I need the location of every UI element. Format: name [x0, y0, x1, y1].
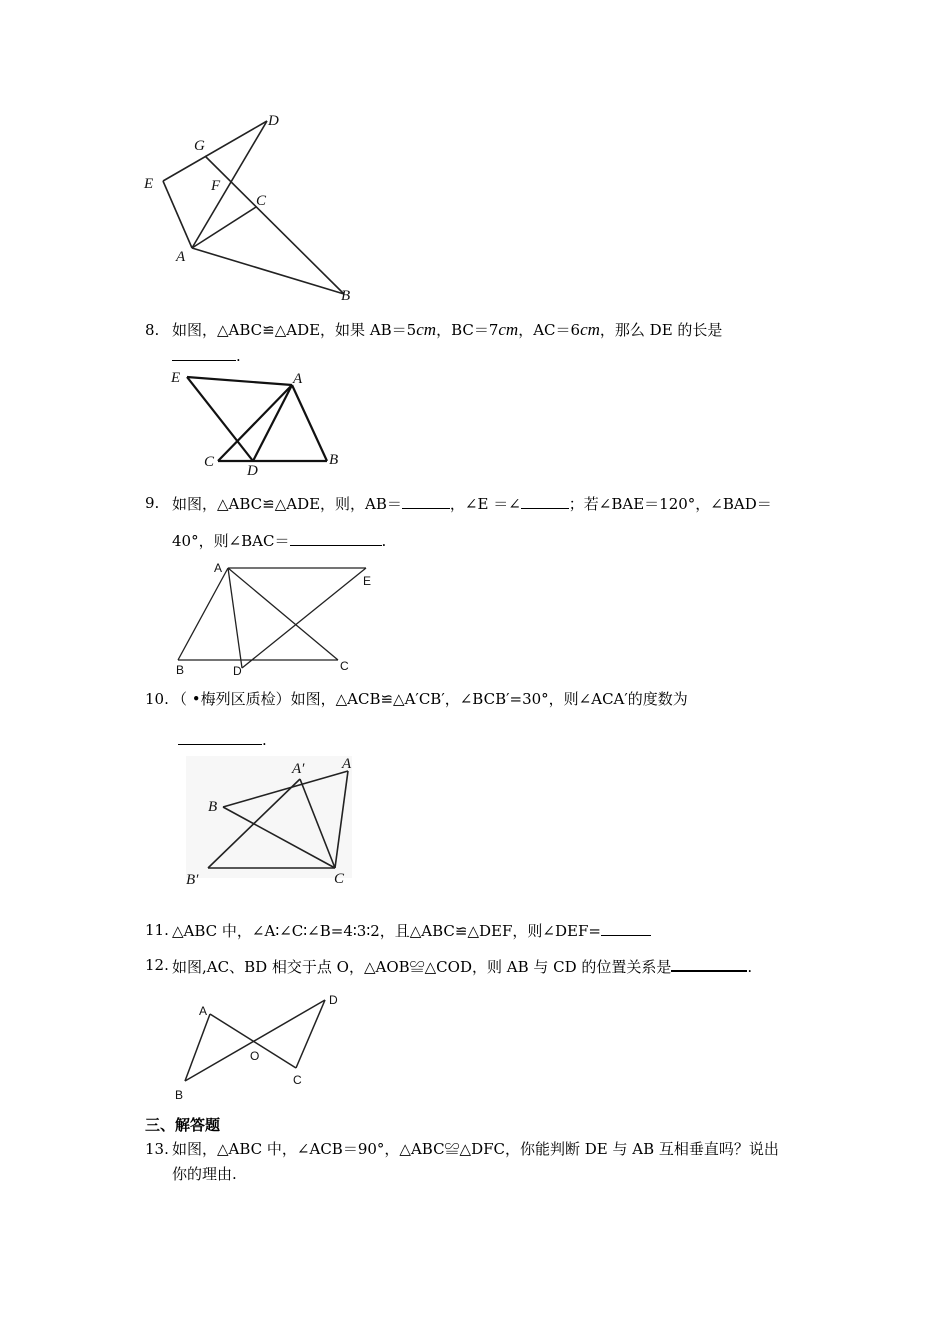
q8-text [172, 320, 722, 340]
q9-text-a: 如图，△ABC≌△ADE，则，AB＝ [172, 495, 402, 513]
label-C: C [293, 1073, 302, 1087]
figure-q8-svg [165, 365, 355, 480]
segment-DC [296, 1000, 325, 1068]
figure-q8 [165, 365, 355, 480]
segment-AB [292, 385, 327, 461]
segment-EA [163, 181, 192, 248]
q10-text: （ •梅列区质检）如图，△ACB≌△A′CB′，∠BCB′=30°，则∠ACA′的度数为 [172, 690, 688, 708]
q10-answer [172, 729, 267, 750]
q9-blank-1[interactable] [402, 493, 450, 509]
label-D: D [233, 664, 242, 678]
q8-text-b: ，BC＝7 [436, 321, 499, 339]
figure-q7-svg [138, 108, 368, 308]
q10-answer-blank[interactable] [178, 729, 262, 745]
q8-unit-2: cm [498, 320, 519, 339]
label-B: B [176, 663, 185, 677]
q9-text [172, 493, 772, 514]
figure-q10 [180, 752, 360, 887]
figure-background [186, 756, 352, 878]
q11-text [172, 920, 651, 941]
label-B: B [175, 1088, 184, 1102]
label-B: B [208, 799, 218, 815]
q9-text-2 [172, 530, 386, 551]
q8-answer-blank[interactable] [172, 345, 236, 361]
label-B: B [329, 452, 339, 468]
figure-q12-svg [168, 988, 353, 1106]
label-B: B [341, 288, 351, 304]
q12-number: 12. [145, 956, 169, 974]
segment-AD [253, 385, 292, 461]
q10-number: 10. [145, 690, 169, 708]
segment-ED [163, 121, 267, 181]
q9-end: . [381, 532, 387, 550]
label-C: C [334, 871, 345, 887]
segment-AB [178, 568, 228, 660]
q11-number: 11. [145, 921, 169, 939]
label-A-prime: A′ [292, 761, 305, 777]
figure-q9 [170, 558, 380, 680]
section-heading: 三、解答题 [145, 1116, 221, 1134]
figure-q9-svg [170, 558, 380, 680]
label-A: A [176, 249, 186, 265]
segment-AC [192, 207, 256, 248]
segment-AC [228, 568, 338, 660]
q12-answer-blank[interactable] [671, 955, 747, 972]
label-A: A [199, 1004, 208, 1018]
segment-AD [228, 568, 242, 668]
label-A: A [214, 561, 223, 575]
label-C: C [340, 659, 349, 673]
q8-text-c: ，AC＝6 [518, 321, 581, 339]
q8-unit-1: cm [416, 320, 437, 339]
label-A: A [293, 371, 303, 387]
label-C: C [204, 454, 215, 470]
q13-number: 13. [145, 1140, 169, 1158]
q9-number: 9. [145, 494, 160, 512]
q9-text-c: ；若∠BAE＝120°，∠BAD＝ [568, 495, 772, 513]
label-O: O [250, 1049, 260, 1063]
q8-unit-3: cm [580, 320, 600, 339]
figure-q12 [168, 988, 353, 1106]
label-B-prime: B′ [186, 872, 199, 887]
figure-q7 [138, 108, 368, 308]
segment-DE [242, 568, 366, 668]
q8-number: 8. [145, 321, 160, 339]
label-D: D [329, 993, 338, 1007]
segment-AB [185, 1014, 210, 1081]
label-A: A [342, 756, 352, 772]
label-E: E [363, 574, 372, 588]
q12-end: . [747, 958, 753, 976]
q13-text-2: 你的理由. [172, 1165, 237, 1183]
q12-text-main: 如图,AC、BD 相交于点 O，△AOB≌△COD，则 AB 与 CD 的位置关系是 [172, 958, 672, 976]
q8-text-a: 如图，△ABC≌△ADE，如果 AB＝5 [172, 321, 417, 339]
q11-answer-blank[interactable] [601, 920, 651, 936]
q10-end: . [262, 731, 267, 749]
label-F: F [211, 178, 221, 194]
q9-text-line2: 40°，则∠BAC＝ [172, 532, 290, 550]
label-C: C [256, 193, 267, 209]
q9-blank-3[interactable] [290, 530, 382, 546]
q9-blank-2[interactable] [521, 493, 569, 509]
label-E: E [144, 176, 154, 192]
segment-AC [218, 385, 292, 461]
q12-text [172, 955, 752, 977]
segment-EA [187, 377, 292, 385]
label-D: D [268, 113, 279, 129]
q8-end: . [236, 347, 241, 365]
label-D: D [247, 463, 258, 479]
label-G: G [194, 138, 205, 154]
q8-text-d: ，那么 DE 的长是 [599, 321, 723, 339]
q11-text-main: △ABC 中，∠A∶∠C∶∠B=4∶3∶2，且△ABC≌△DEF，则∠DEF= [172, 922, 601, 940]
q9-text-b: ，∠E ＝∠ [449, 495, 521, 513]
label-E: E [171, 370, 181, 386]
q8-answer [172, 345, 241, 366]
figure-q10-svg [180, 752, 360, 887]
q13-text-1: 如图，△ABC 中，∠ACB＝90°，△ABC≌△DFC，你能判断 DE 与 AB 互相垂直吗？说出 [172, 1140, 779, 1158]
segment-ED [187, 377, 253, 461]
